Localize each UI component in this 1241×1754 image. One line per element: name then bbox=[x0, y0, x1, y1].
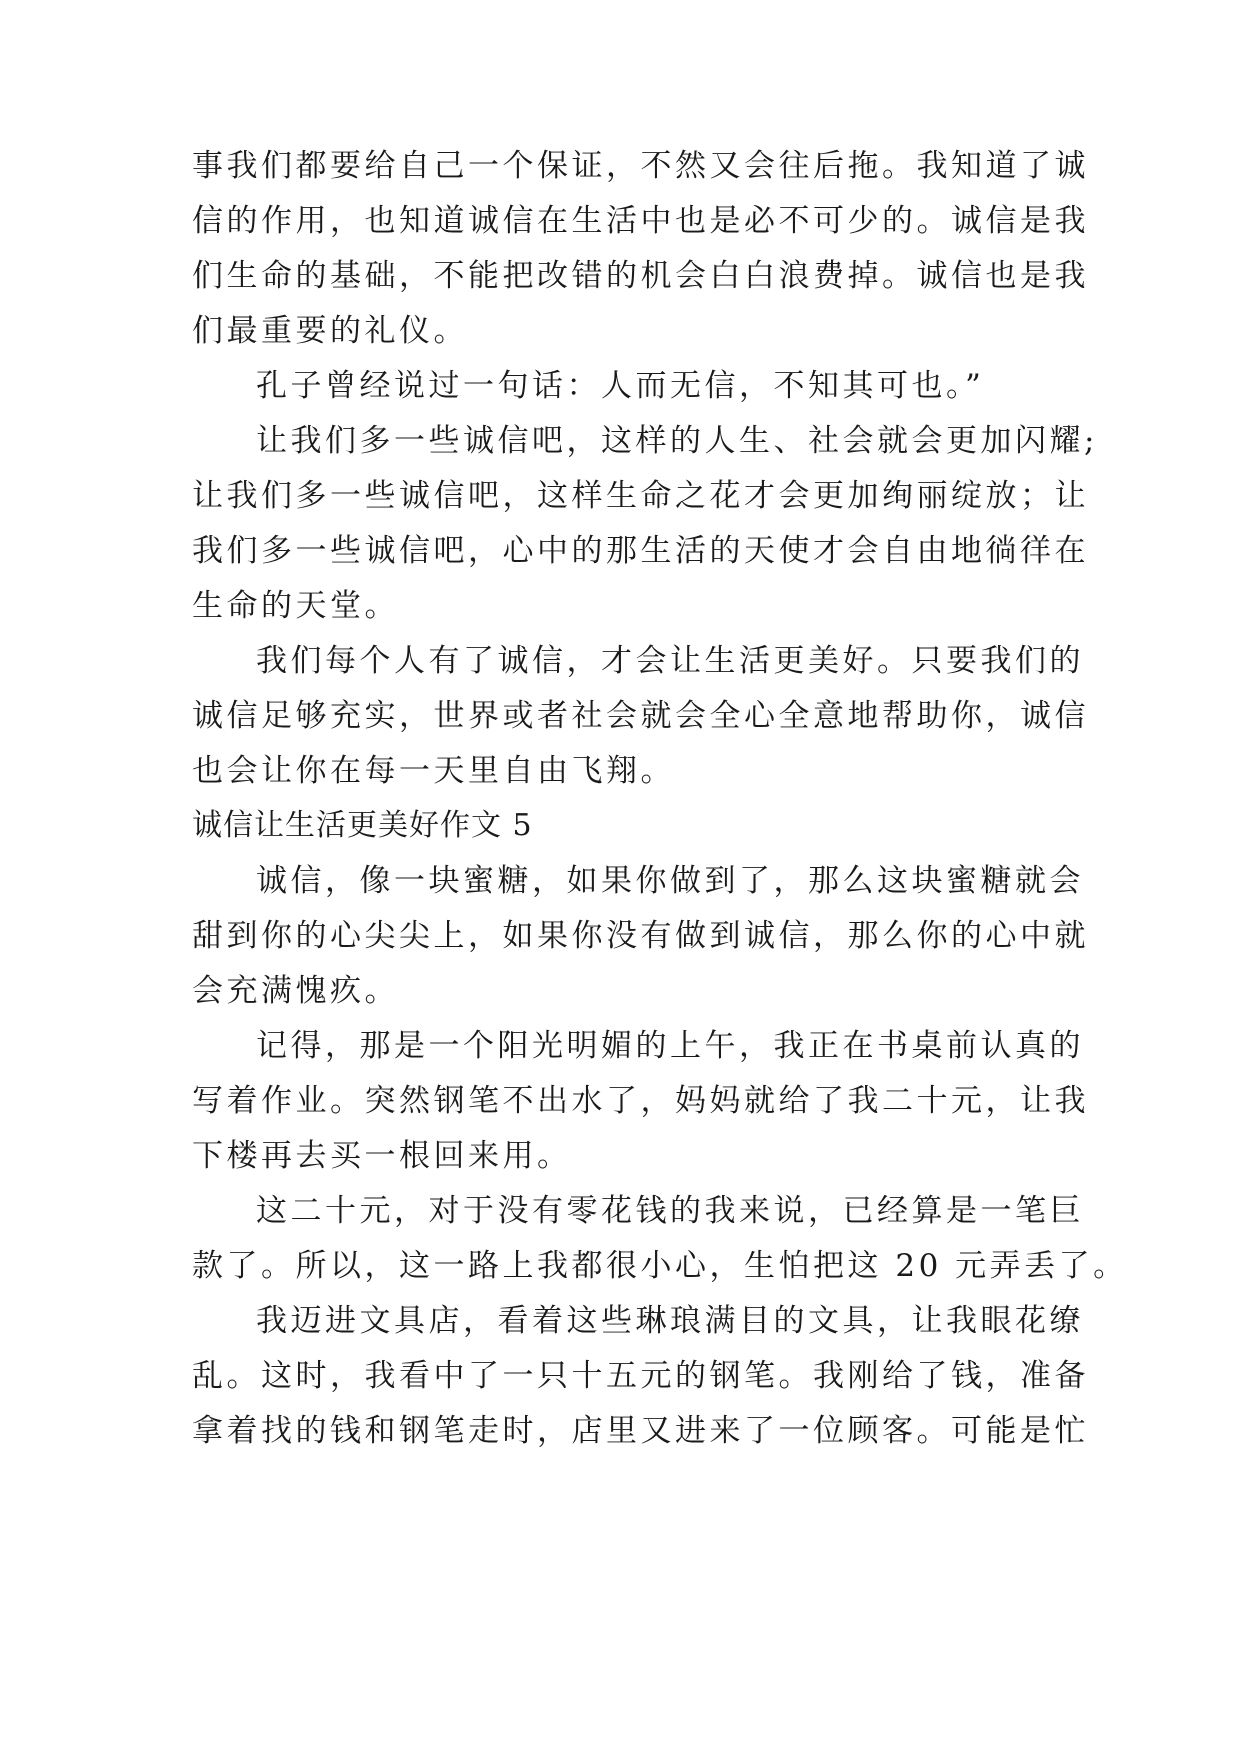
text-line: 记得，那是一个阳光明媚的上午，我正在书桌前认真的 bbox=[256, 1028, 1084, 1064]
text-line: 生命的天堂。 bbox=[192, 588, 399, 624]
section-heading: 诚信让生活更美好作文 5 bbox=[192, 808, 533, 843]
text-line: 我们多一些诚信吧，心中的那生活的天使才会自由地徜徉在 bbox=[192, 533, 1089, 569]
text-line: 我迈进文具店，看着这些琳琅满目的文具，让我眼花缭 bbox=[256, 1303, 1084, 1339]
text-line: 信的作用，也知道诚信在生活中也是必不可少的。诚信是我 bbox=[192, 203, 1089, 239]
text-line: 让我们多一些诚信吧，这样生命之花才会更加绚丽绽放；让 bbox=[192, 478, 1089, 514]
text-line: 拿着找的钱和钢笔走时，店里又进来了一位顾客。可能是忙 bbox=[192, 1413, 1089, 1449]
text-line: 款了。所以，这一路上我都很小心，生怕把这 20 元弄丢了。 bbox=[192, 1248, 1128, 1284]
text-line: 会充满愧疚。 bbox=[192, 973, 399, 1009]
text-line: 也会让你在每一天里自由飞翔。 bbox=[192, 753, 675, 789]
text-line: 我们每个人有了诚信，才会让生活更美好。只要我们的 bbox=[256, 643, 1084, 679]
text-line: 诚信，像一块蜜糖，如果你做到了，那么这块蜜糖就会 bbox=[256, 863, 1084, 899]
text-line: 写着作业。突然钢笔不出水了，妈妈就给了我二十元，让我 bbox=[192, 1083, 1089, 1119]
text-line: 诚信足够充实，世界或者社会就会全心全意地帮助你，诚信 bbox=[192, 698, 1089, 734]
text-line: 下楼再去买一根回来用。 bbox=[192, 1138, 572, 1174]
text-line: 这二十元，对于没有零花钱的我来说，已经算是一笔巨 bbox=[256, 1193, 1084, 1229]
text-line: 甜到你的心尖尖上，如果你没有做到诚信，那么你的心中就 bbox=[192, 918, 1089, 954]
text-line: 们生命的基础，不能把改错的机会白白浪费掉。诚信也是我 bbox=[192, 258, 1089, 294]
text-line: 事我们都要给自己一个保证，不然又会往后拖。我知道了诚 bbox=[192, 148, 1089, 184]
text-line: 孔子曾经说过一句话：人而无信，不知其可也。” bbox=[256, 368, 985, 404]
text-line: 们最重要的礼仪。 bbox=[192, 313, 468, 349]
text-line: 乱。这时，我看中了一只十五元的钢笔。我刚给了钱，准备 bbox=[192, 1358, 1089, 1394]
text-line: 让我们多一些诚信吧，这样的人生、社会就会更加闪耀; bbox=[256, 423, 1098, 459]
